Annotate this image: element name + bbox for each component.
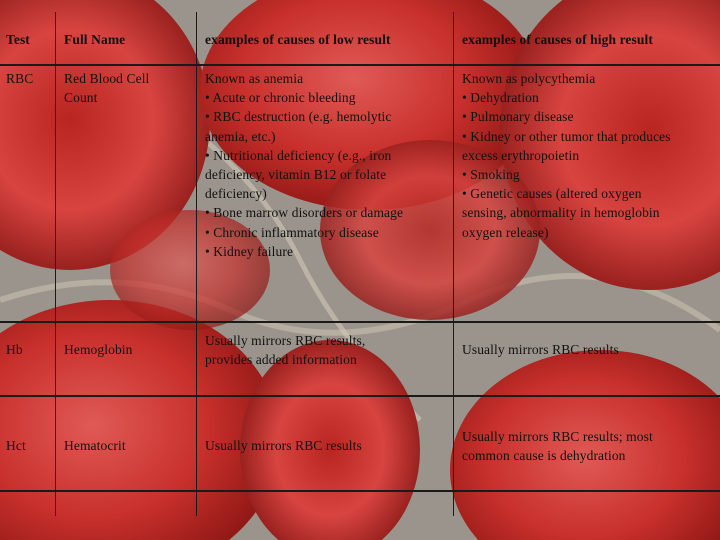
text-line: • Kidney failure <box>205 243 294 259</box>
text-line: provides added information <box>205 352 357 368</box>
row-rbc-low-causes <box>205 69 403 261</box>
row-hct-low-causes <box>205 436 362 455</box>
text-line: • RBC destruction (e.g. hemolytic <box>205 109 392 125</box>
text-line: Known as anemia <box>205 71 304 86</box>
text-line: • Bone marrow disorders or damage <box>205 205 404 221</box>
text-line: • Dehydration <box>462 90 539 106</box>
row-hb-high-causes <box>462 340 619 359</box>
text-line: Count <box>64 90 98 106</box>
header-low-causes: examples of causes of low result <box>205 32 391 47</box>
row-divider <box>0 490 720 492</box>
text-line: • Genetic causes (altered oxygen <box>462 186 642 202</box>
row-hb-low-causes <box>205 331 365 369</box>
text-line: • Pulmonary disease <box>462 109 574 125</box>
text-line: • Chronic inflammatory disease <box>205 224 379 240</box>
text-line: • Smoking <box>462 167 520 183</box>
text-line: common cause is dehydration <box>462 448 626 464</box>
row-hb-test: Hb <box>6 342 23 357</box>
text-line: excess erythropoietin <box>462 147 580 163</box>
row-hb-full-name <box>64 340 133 359</box>
text-line: • Nutritional deficiency (e.g., iron <box>205 147 392 163</box>
row-hct-full-name <box>64 436 126 455</box>
column-divider <box>196 12 197 516</box>
row-divider <box>0 64 720 66</box>
row-rbc-test: RBC <box>6 71 34 86</box>
row-hct-high-causes <box>462 427 653 465</box>
text-line: Usually mirrors RBC results; most <box>462 429 653 444</box>
text-line: Usually mirrors RBC results <box>205 438 362 453</box>
text-line: • Acute or chronic bleeding <box>205 90 356 106</box>
text-line: deficiency, vitamin B12 or folate <box>205 167 387 183</box>
row-hct-test: Hct <box>6 438 26 453</box>
text-line: Red Blood Cell <box>64 71 150 86</box>
text-line: Hemoglobin <box>64 342 133 357</box>
row-divider <box>0 321 720 323</box>
text-line: Usually mirrors RBC results <box>462 342 619 357</box>
row-rbc-high-causes <box>462 69 671 242</box>
column-divider <box>453 12 454 516</box>
header-full-name: Full Name <box>64 32 126 47</box>
text-line: sensing, abnormality in hemoglobin <box>462 205 660 221</box>
text-line: deficiency) <box>205 186 267 202</box>
text-line: Usually mirrors RBC results, <box>205 333 366 348</box>
row-divider <box>0 395 720 397</box>
text-line: • Kidney or other tumor that produces <box>462 128 671 144</box>
text-line: oxygen release) <box>462 224 549 240</box>
column-divider <box>55 12 56 516</box>
text-line: anemia, etc.) <box>205 128 276 144</box>
text-line: Known as polycythemia <box>462 71 596 86</box>
text-line: Hematocrit <box>64 438 126 453</box>
row-rbc-full-name <box>64 69 149 107</box>
header-test: Test <box>6 32 30 47</box>
header-high-causes: examples of causes of high result <box>462 32 653 47</box>
